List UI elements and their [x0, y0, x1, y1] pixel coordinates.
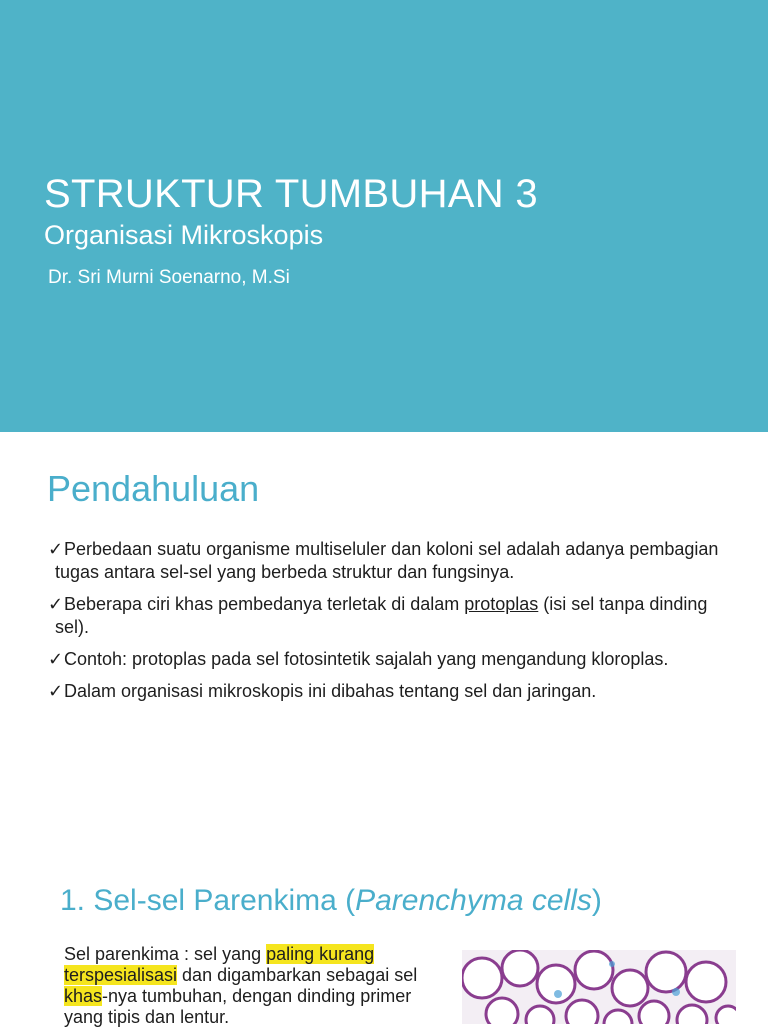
para-text: dan digambarkan sebagai sel — [177, 965, 418, 985]
heading-prefix: 1. Sel-sel Parenkima ( — [60, 884, 356, 917]
author-name: Dr. Sri Murni Soenarno, M.Si — [48, 267, 290, 288]
para-text: -nya tumbuhan, dengan dinding primer yang tipis dan lentur. — [64, 986, 412, 1027]
section-heading-parenkima — [60, 884, 602, 918]
checkmark-icon: ✓ — [48, 649, 64, 669]
heading-suffix: ) — [591, 884, 602, 917]
bullet-text: Beberapa ciri khas pembedanya terletak di dalam — [64, 594, 465, 614]
protoplas-link[interactable]: protoplas — [464, 594, 539, 614]
bullet-text: Contoh: protoplas pada sel fotosintetik sajalah yang mengandung kloroplas. — [64, 649, 669, 669]
title-slide — [0, 0, 768, 432]
bullet-text: Dalam organisasi mikroskopis ini dibahas tentang sel dan jaringan. — [64, 681, 597, 701]
slide-subtitle: Organisasi Mikroskopis — [44, 220, 324, 250]
heading-italic: Parenchyma cells — [355, 884, 592, 917]
bullet-item — [48, 538, 738, 584]
bullet-text: (isi sel tanpa dinding sel). — [55, 594, 708, 637]
bullet-item — [48, 648, 738, 671]
bullet-text: Perbedaan suatu organisme multiseluler dan koloni sel adalah adanya pembagian tugas antara sel-sel yang berbeda struktur dan fungsinya. — [55, 539, 719, 582]
parenchyma-micrograph-image — [462, 950, 736, 1024]
bullet-item — [48, 593, 738, 639]
para-text: Sel parenkima : sel yang — [64, 944, 267, 964]
highlighted-text: paling kurang terspesialisasi — [64, 944, 375, 985]
bullet-item — [48, 680, 738, 703]
bullet-list — [48, 538, 738, 712]
parenchyma-micrograph-icon — [462, 950, 736, 1024]
checkmark-icon: ✓ — [48, 539, 64, 559]
section-heading-pendahuluan: Pendahuluan — [47, 468, 260, 509]
parenkima-description — [64, 944, 436, 1028]
checkmark-icon: ✓ — [48, 594, 64, 614]
checkmark-icon: ✓ — [48, 681, 64, 701]
slide-title: STRUKTUR TUMBUHAN 3 — [44, 172, 538, 216]
highlighted-text: khas — [64, 986, 103, 1006]
